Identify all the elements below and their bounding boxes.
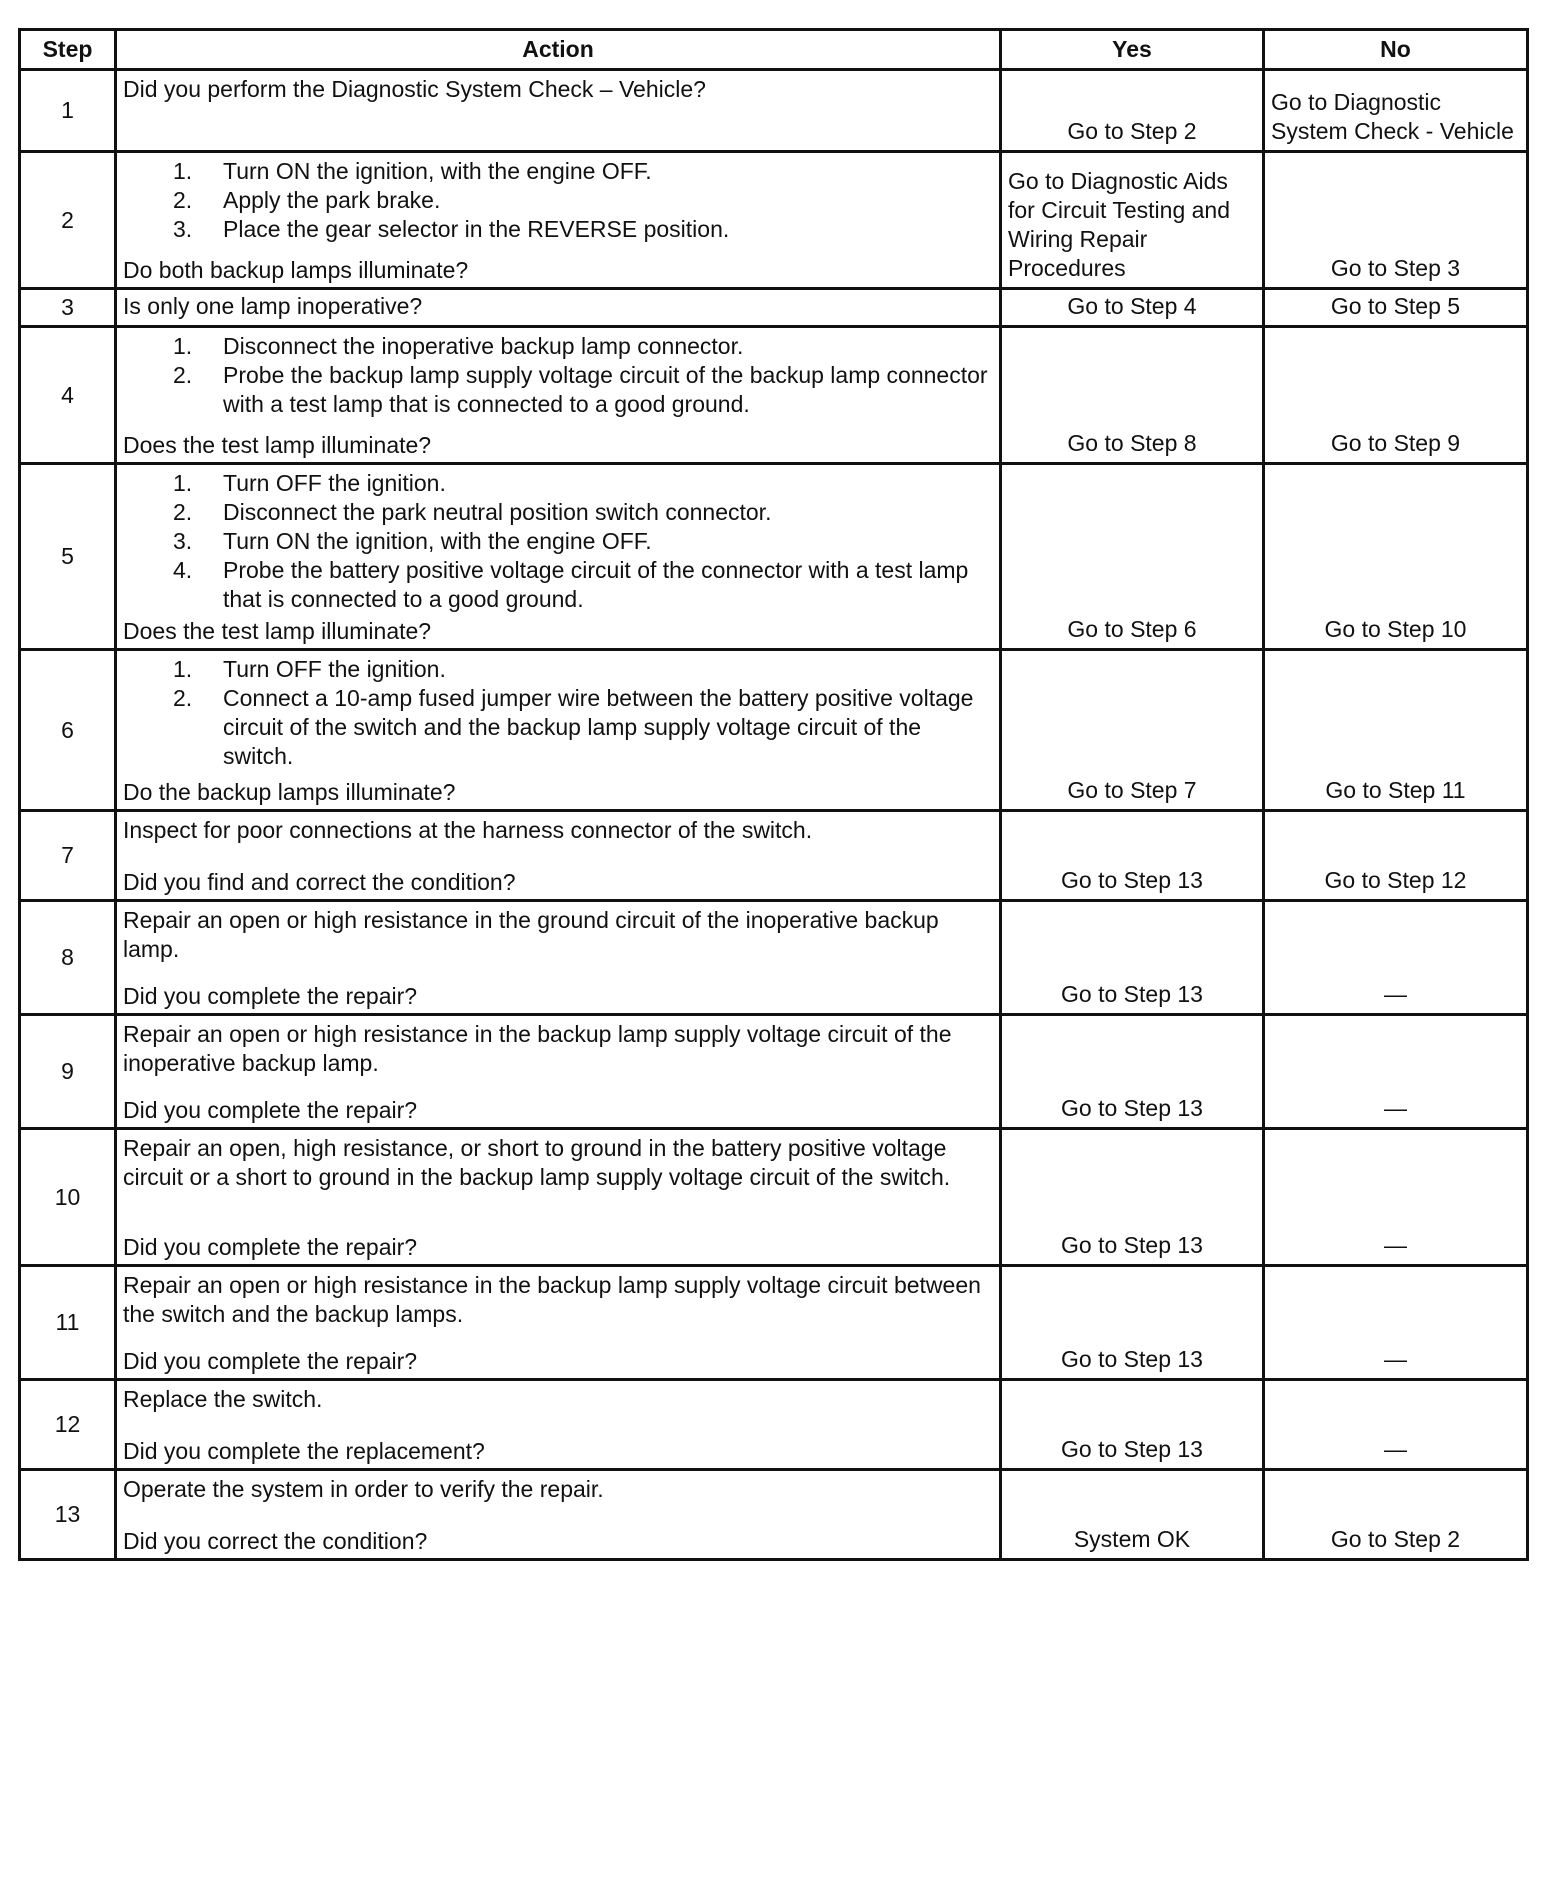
no-result xyxy=(1264,1015,1528,1129)
action-content xyxy=(117,902,999,1013)
no-result xyxy=(1264,1266,1528,1380)
step-number: 13 xyxy=(20,1470,116,1560)
no-result-text: — xyxy=(1384,1232,1407,1258)
procedure-item-number: 4. xyxy=(173,557,193,583)
action-cell xyxy=(116,152,1001,289)
yes-result-text: Go to Step 2 xyxy=(1067,118,1197,144)
procedure-item-number: 1. xyxy=(173,333,193,359)
yes-result xyxy=(1001,289,1264,327)
action-question: Did you complete the repair? xyxy=(123,1348,418,1374)
table-row xyxy=(20,1129,1528,1266)
yes-result xyxy=(1001,464,1264,650)
action-question: Does the test lamp illuminate? xyxy=(123,618,432,644)
action-cell xyxy=(116,811,1001,901)
no-result-text: — xyxy=(1384,1095,1407,1121)
action-instruction: Repair an open, high resistance, or short to ground in the battery positive voltage circuit or a short to ground in the backup lamp supply voltage circuit of the switch. xyxy=(123,1135,951,1190)
no-result-text: Go to Step 9 xyxy=(1330,430,1461,456)
action-question: Do the backup lamps illuminate? xyxy=(123,779,456,805)
action-question: Did you complete the repair? xyxy=(123,983,418,1009)
no-result xyxy=(1264,1129,1528,1266)
action-cell xyxy=(116,464,1001,650)
yes-result xyxy=(1001,1129,1264,1266)
procedure-item-text: Probe the backup lamp supply voltage circuit of the backup lamp connector with a test lamp that is connected to a good ground. xyxy=(223,362,988,417)
procedure-list xyxy=(123,157,993,244)
procedure-list xyxy=(123,332,993,419)
yes-result xyxy=(1001,70,1264,152)
yes-result xyxy=(1001,1380,1264,1470)
no-result-text: Go to Diagnostic System Check - Vehicle xyxy=(1271,89,1514,144)
table-row xyxy=(20,650,1528,811)
header-action: Action xyxy=(116,30,1001,70)
procedure-item-text: Turn OFF the ignition. xyxy=(223,656,446,682)
yes-result-text: Go to Step 13 xyxy=(1061,1436,1203,1462)
procedure-list xyxy=(123,469,993,614)
action-cell xyxy=(116,650,1001,811)
step-number: 10 xyxy=(20,1129,116,1266)
no-result xyxy=(1264,70,1528,152)
action-instruction: Did you perform the Diagnostic System Check – Vehicle? xyxy=(123,76,706,102)
procedure-item xyxy=(123,157,993,186)
table-body xyxy=(20,70,1528,1560)
procedure-item-number: 2. xyxy=(173,187,193,213)
procedure-item-text: Apply the park brake. xyxy=(223,187,441,213)
procedure-item xyxy=(123,498,993,527)
action-content xyxy=(117,1381,999,1468)
step-number: 6 xyxy=(20,650,116,811)
action-instruction: Inspect for poor connections at the harness connector of the switch. xyxy=(123,817,813,843)
step-number: 11 xyxy=(20,1266,116,1380)
yes-result xyxy=(1001,1015,1264,1129)
action-content xyxy=(117,465,999,648)
procedure-item xyxy=(123,186,993,215)
action-cell xyxy=(116,1015,1001,1129)
no-result-text: — xyxy=(1384,1436,1407,1462)
action-instruction: Repair an open or high resistance in the backup lamp supply voltage circuit of the inoperative backup lamp. xyxy=(123,1021,952,1076)
procedure-item-number: 2. xyxy=(173,685,193,711)
action-content xyxy=(117,1267,999,1378)
no-result xyxy=(1264,1470,1528,1560)
action-content xyxy=(117,71,999,150)
procedure-item-text: Disconnect the inoperative backup lamp connector. xyxy=(223,333,744,359)
no-result-text: Go to Step 10 xyxy=(1324,616,1467,642)
step-number: 8 xyxy=(20,901,116,1015)
procedure-item-number: 1. xyxy=(173,656,193,682)
table-row xyxy=(20,1015,1528,1129)
procedure-item xyxy=(123,215,993,244)
action-cell xyxy=(116,1380,1001,1470)
action-question: Did you complete the repair? xyxy=(123,1234,418,1260)
yes-result-text: System OK xyxy=(1073,1526,1191,1552)
procedure-item-number: 3. xyxy=(173,528,193,554)
yes-result-text: Go to Step 13 xyxy=(1061,981,1203,1007)
step-number: 12 xyxy=(20,1380,116,1470)
yes-result xyxy=(1001,650,1264,811)
no-result-text: Go to Step 2 xyxy=(1330,1526,1461,1552)
procedure-item-text: Place the gear selector in the REVERSE position. xyxy=(223,216,730,242)
diagnostic-table xyxy=(18,28,1529,1561)
header-no: No xyxy=(1264,30,1528,70)
yes-result-text: Go to Step 7 xyxy=(1067,777,1197,803)
yes-result-text: Go to Step 13 xyxy=(1061,1346,1203,1372)
procedure-list xyxy=(123,655,993,771)
no-result-text: Go to Step 12 xyxy=(1324,867,1467,893)
table-row xyxy=(20,811,1528,901)
no-result-text: Go to Step 11 xyxy=(1325,777,1466,803)
step-number: 2 xyxy=(20,152,116,289)
action-question: Did you complete the replacement? xyxy=(123,1438,485,1464)
table-row xyxy=(20,289,1528,327)
action-cell xyxy=(116,70,1001,152)
yes-result-text: Go to Step 8 xyxy=(1067,430,1197,456)
no-result xyxy=(1264,327,1528,464)
yes-result xyxy=(1001,327,1264,464)
action-instruction: Operate the system in order to verify the repair. xyxy=(123,1476,604,1502)
procedure-item-number: 2. xyxy=(173,499,193,525)
action-content xyxy=(117,812,999,899)
header-yes: Yes xyxy=(1001,30,1264,70)
procedure-item xyxy=(123,469,993,498)
action-instruction: Repair an open or high resistance in the ground circuit of the inoperative backup lamp. xyxy=(123,907,939,962)
no-result xyxy=(1264,650,1528,811)
no-result xyxy=(1264,1380,1528,1470)
procedure-item-number: 3. xyxy=(173,216,193,242)
action-question: Did you correct the condition? xyxy=(123,1528,428,1554)
procedure-item-number: 2. xyxy=(173,362,193,388)
table-row xyxy=(20,1380,1528,1470)
action-cell xyxy=(116,1470,1001,1560)
no-result xyxy=(1264,901,1528,1015)
action-content xyxy=(117,1016,999,1127)
step-number: 9 xyxy=(20,1015,116,1129)
procedure-item-number: 1. xyxy=(173,158,193,184)
step-number: 5 xyxy=(20,464,116,650)
no-result xyxy=(1264,289,1528,327)
yes-result xyxy=(1001,1470,1264,1560)
procedure-item xyxy=(123,332,993,361)
yes-result xyxy=(1001,811,1264,901)
action-content xyxy=(117,328,999,462)
header-row xyxy=(20,30,1528,70)
no-result-text: — xyxy=(1384,981,1407,1007)
procedure-item-text: Turn OFF the ignition. xyxy=(223,470,446,496)
procedure-item xyxy=(123,655,993,684)
action-instruction: Repair an open or high resistance in the backup lamp supply voltage circuit between the switch and the backup lamps. xyxy=(123,1272,981,1327)
action-instruction: Replace the switch. xyxy=(123,1386,323,1412)
no-result-text: — xyxy=(1384,1346,1407,1372)
yes-result-text: Go to Step 13 xyxy=(1061,1095,1203,1121)
action-content xyxy=(117,290,999,321)
action-cell xyxy=(116,901,1001,1015)
procedure-item xyxy=(123,684,993,771)
action-cell xyxy=(116,1266,1001,1380)
step-number: 3 xyxy=(20,289,116,327)
action-question: Does the test lamp illuminate? xyxy=(123,432,432,458)
table-row xyxy=(20,464,1528,650)
table-row xyxy=(20,70,1528,152)
no-result xyxy=(1264,464,1528,650)
step-number: 1 xyxy=(20,70,116,152)
yes-result xyxy=(1001,1266,1264,1380)
step-number: 4 xyxy=(20,327,116,464)
table-row xyxy=(20,1266,1528,1380)
action-question: Did you complete the repair? xyxy=(123,1097,418,1123)
action-cell xyxy=(116,1129,1001,1266)
action-question: Do both backup lamps illuminate? xyxy=(123,257,469,283)
yes-result-text: Go to Diagnostic Aids for Circuit Testing and Wiring Repair Procedures xyxy=(1008,168,1231,281)
no-result-text: Go to Step 5 xyxy=(1330,293,1461,319)
action-content xyxy=(117,1130,999,1264)
header-step: Step xyxy=(20,30,116,70)
yes-result-text: Go to Step 13 xyxy=(1061,867,1203,893)
table-row xyxy=(20,1470,1528,1560)
procedure-item xyxy=(123,556,993,614)
procedure-item xyxy=(123,361,993,419)
table-row xyxy=(20,152,1528,289)
yes-result-text: Go to Step 4 xyxy=(1067,293,1197,319)
no-result xyxy=(1264,152,1528,289)
procedure-item xyxy=(123,527,993,556)
action-question: Did you find and correct the condition? xyxy=(123,869,516,895)
no-result xyxy=(1264,811,1528,901)
action-cell xyxy=(116,289,1001,327)
procedure-item-text: Turn ON the ignition, with the engine OFF. xyxy=(223,158,652,184)
table-row xyxy=(20,327,1528,464)
yes-result-text: Go to Step 13 xyxy=(1061,1232,1203,1258)
procedure-item-number: 1. xyxy=(173,470,193,496)
action-content xyxy=(117,153,999,287)
procedure-item-text: Disconnect the park neutral position switch connector. xyxy=(223,499,772,525)
procedure-item-text: Connect a 10-amp fused jumper wire between the battery positive voltage circuit of the switch and the backup lamp supply voltage circuit of the switch. xyxy=(223,685,974,769)
procedure-item-text: Turn ON the ignition, with the engine OFF. xyxy=(223,528,652,554)
action-cell xyxy=(116,327,1001,464)
table-row xyxy=(20,901,1528,1015)
procedure-item-text: Probe the battery positive voltage circuit of the connector with a test lamp that is connected to a good ground. xyxy=(223,557,969,612)
yes-result-text: Go to Step 6 xyxy=(1067,616,1197,642)
action-instruction: Is only one lamp inoperative? xyxy=(123,293,423,319)
yes-result xyxy=(1001,901,1264,1015)
yes-result xyxy=(1001,152,1264,289)
step-number: 7 xyxy=(20,811,116,901)
action-content xyxy=(117,1471,999,1558)
no-result-text: Go to Step 3 xyxy=(1330,255,1461,281)
action-content xyxy=(117,651,999,809)
